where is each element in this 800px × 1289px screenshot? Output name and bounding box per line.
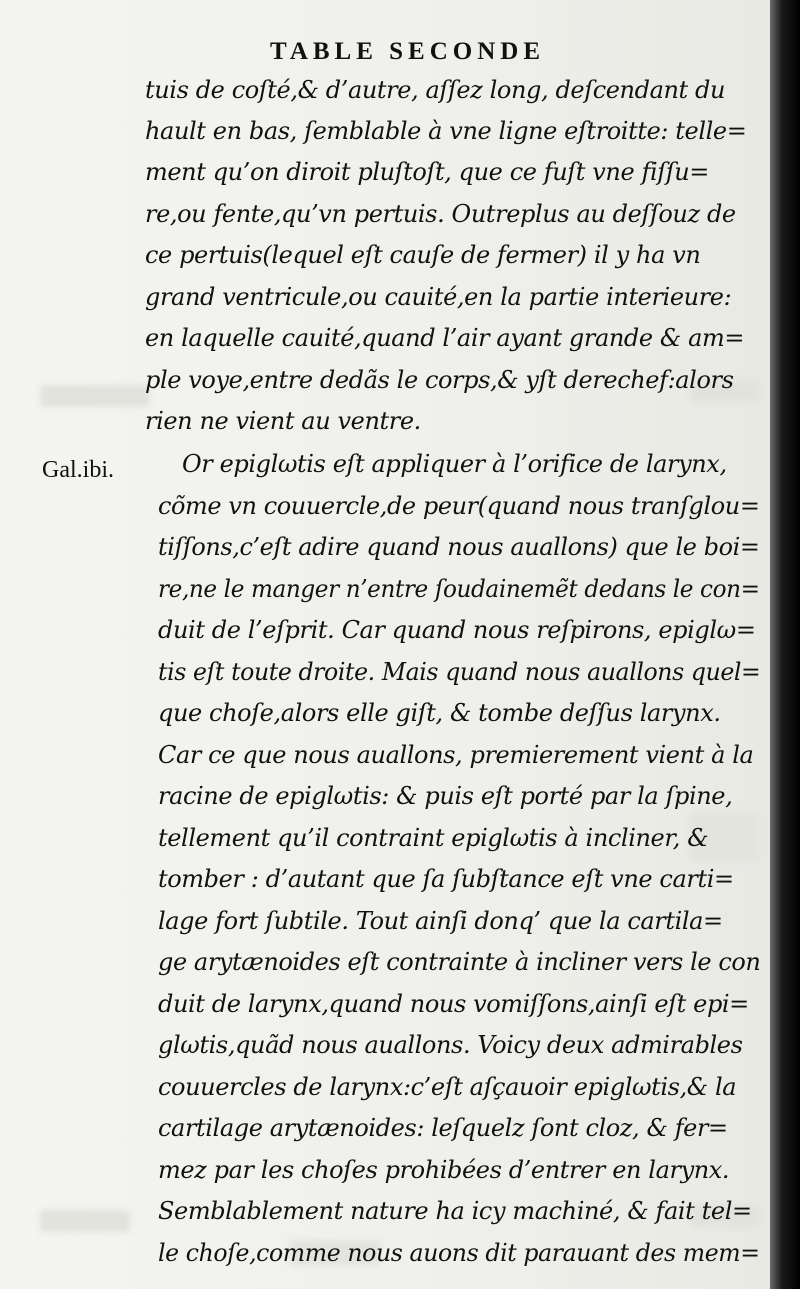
text-line: tiſſons,c’eſt adire quand nous auallons) que le boi= (158, 533, 760, 561)
text-line: racine de epiglωtis: & puis eſt porté par la ſpine, (158, 782, 733, 810)
text-line: duit de larynx,quand nous vomiſſons,ainſi eſt epi= (158, 990, 749, 1018)
text-line: glωtis,quãd nous auallons. Voicy deux admirables (158, 1031, 743, 1059)
text-line: ce pertuis(lequel eſt cauſe de fermer) il y ha vn (145, 241, 701, 269)
text-line: ge arytænoides eſt contrainte à incliner vers le con (158, 948, 761, 976)
text-line: re,ou fente,qu’vn pertuis. Outreplus au deſſouz de (145, 200, 736, 228)
text-line: tellement qu’il contraint epiglωtis à incliner, & (158, 824, 709, 852)
text-line: rien ne vient au ventre. (145, 407, 421, 435)
text-line: cartilage arytænoides: leſquelz ſont cloz, & fer= (158, 1114, 728, 1142)
text-line: tomber : d’autant que ſa ſubſtance eſt vne carti= (158, 865, 734, 893)
text-line: lage fort ſubtile. Tout ainſi donq’ que la cartila= (158, 907, 723, 935)
text-line: cõme vn couuercle,de peur(quand nous tranſglou= (158, 492, 760, 520)
running-title: TABLE SECONDE (270, 38, 546, 65)
book-spine-edge (770, 0, 800, 1289)
bleed-through-mark (40, 1210, 130, 1232)
text-line: ment qu’on diroit pluſtoſt, que ce fuſt vne fiſſu= (145, 158, 710, 186)
text-line: tis eſt toute droite. Mais quand nous auallons quel= (158, 658, 761, 686)
text-line: que choſe,alors elle giſt, & tombe deſſus larynx. (158, 699, 721, 727)
text-line: le choſe,comme nous auons dit parauant des mem= (158, 1239, 760, 1267)
text-line: mez par les choſes prohibées d’entrer en larynx. (158, 1156, 730, 1184)
text-line: duit de l’eſprit. Car quand nous reſpirons, epiglω= (158, 616, 756, 644)
margin-note: Gal.ibi. (42, 457, 114, 483)
text-line: Or epiglωtis eſt appliquer à l’orifice de larynx, (182, 450, 727, 478)
text-line: couuercles de larynx:c’eſt aſçauoir epiglωtis,& la (158, 1073, 737, 1101)
text-line: hault en bas, ſemblable à vne ligne eſtroitte: telle= (145, 117, 747, 145)
text-line: grand ventricule,ou cauité,en la partie interieure: (145, 283, 732, 311)
text-line: re,ne le manger n’entre ſoudainemẽt dedans le con= (158, 575, 760, 603)
text-line: ple voye,entre dedãs le corps,& yſt derechef:alors (145, 366, 734, 394)
text-line: Semblablement nature ha icy machiné, & fait tel= (158, 1197, 752, 1225)
text-line: tuis de coſté,& d’autre, aſſez long, deſcendant du (145, 76, 726, 104)
text-line: en laquelle cauité,quand l’air ayant grande & am= (145, 324, 745, 352)
text-line: Car ce que nous auallons, premierement vient à la (158, 741, 754, 769)
bleed-through-mark (40, 385, 150, 407)
